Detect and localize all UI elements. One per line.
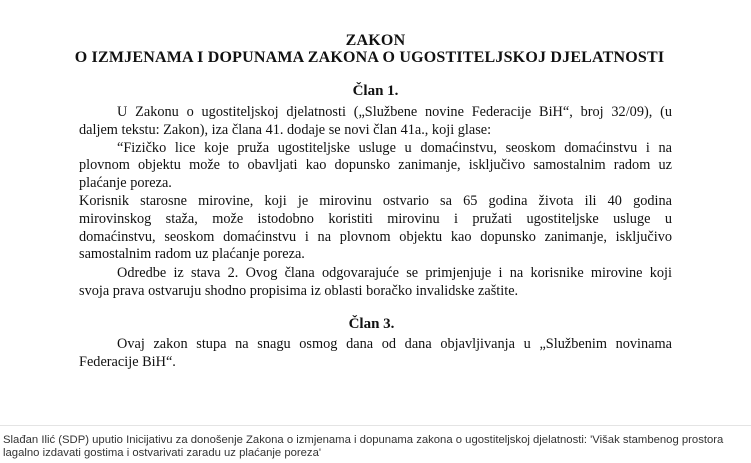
- article-1-line-5: plaćanje poreza.: [79, 175, 172, 191]
- article-1-line-2: daljem tekstu: Zakon), iza člana 41. dodaje se novi član 41a., koji glase:: [79, 122, 492, 138]
- article-1-line-3: “Fizičko lice koje pruža ugostiteljske usluge u domaćinstvu, seoskom domaćinstvu i na: [117, 140, 672, 156]
- article-1-line-8: domaćinstvu, seoskom domaćinstvu i na plovnom objektu kao dopunsko zanimanje, isključivo: [79, 229, 672, 245]
- law-title: ZAKON: [345, 32, 406, 49]
- article-1-line-11: svoja prava ostvaruju shodno propisima iz oblasti boračko invalidske zaštite.: [79, 283, 519, 299]
- article-1-line-7: mirovinskog staža, može istodobno koristiti mirovinu i pružati ugostiteljske usluge u: [79, 211, 672, 227]
- image-caption: Slađan Ilić (SDP) uputio Inicijativu za donošenje Zakona o izmjenama i dopunama zakona o ugostiteljskoj djelatnosti: 'Višak stambenog prostora lagalno izdavati gostima i ostvarivati zaradu uz plaćanje poreza': [0, 425, 751, 463]
- article-1-line-6: Korisnik starosne mirovine, koji je mirovinu ostvario sa 65 godina života ili 40 godina: [79, 193, 672, 209]
- article-3-heading: Član 3.: [348, 316, 395, 332]
- article-3-line-1: Ovaj zakon stupa na snagu osmog dana od dana objavljivanja u „Službenim novinama: [117, 336, 672, 352]
- law-subtitle: O IZMJENAMA I DOPUNAMA ZAKONA O UGOSTITELJSKOJ DJELATNOSTI: [74, 49, 665, 66]
- article-1-line-1: U Zakonu o ugostiteljskoj djelatnosti („Službene novine Federacije BiH“, broj 32/09), (u: [117, 104, 672, 120]
- article-1-line-4: plovnom objektu može to obavljati kao dopunsko zanimanje, isključivo samostalnim radom uz: [79, 157, 672, 173]
- article-1-line-10: Odredbe iz stava 2. Ovog člana odgovarajuće se primjenjuje i na korisnike mirovine koji: [117, 265, 672, 281]
- article-1-line-9: samostalnim radom uz plaćanje poreza.: [79, 246, 305, 262]
- article-3-line-2: Federacije BiH“.: [79, 354, 176, 370]
- article-1-heading: Član 1.: [352, 83, 399, 99]
